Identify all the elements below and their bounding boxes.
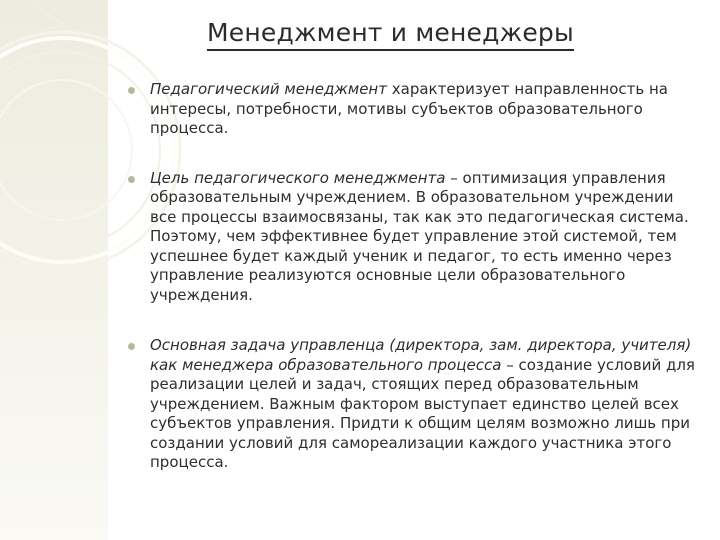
bullet-term: Цель педагогического менеджмента <box>150 168 446 187</box>
slide-title: Менеджмент и менеджеры <box>207 18 574 51</box>
bullet-dot-icon <box>128 176 135 183</box>
bullet-list <box>128 80 698 473</box>
bullet-term: Основная задача управленца (директора, зам. директора, учителя) как менеджера образовательного процесса <box>150 336 692 374</box>
bullet-text: – создание условий для реализации целей и задач, стоящих перед образовательным учреждением. Важным фактором выступает единство целей всех субъектов управления. Придти к общим целям возможно лишь при создании условий для самореализации каждого участника этого процесса. <box>150 355 695 471</box>
bullet-term: Педагогический менеджмент <box>150 80 387 98</box>
bullet-item <box>128 336 698 473</box>
bullet-text: – оптимизация управления образовательным учреждением. В образовательном учреждении все процессы взаимосвязаны, так как это педагогическая система. Поэтому, чем эффективнее будет управление этой системой, тем успешнее будет каждый ученик и педагог, то есть именно через управление реализуются основные цели образовательного учреждения. <box>150 168 689 304</box>
bullet-text: характеризует направленность на интересы, потребности, мотивы субъектов образовательного процесса. <box>150 80 668 137</box>
bullet-dot-icon <box>128 343 135 350</box>
bullet-item <box>128 169 698 306</box>
bullet-item <box>128 80 698 139</box>
bullet-dot-icon <box>128 87 135 94</box>
